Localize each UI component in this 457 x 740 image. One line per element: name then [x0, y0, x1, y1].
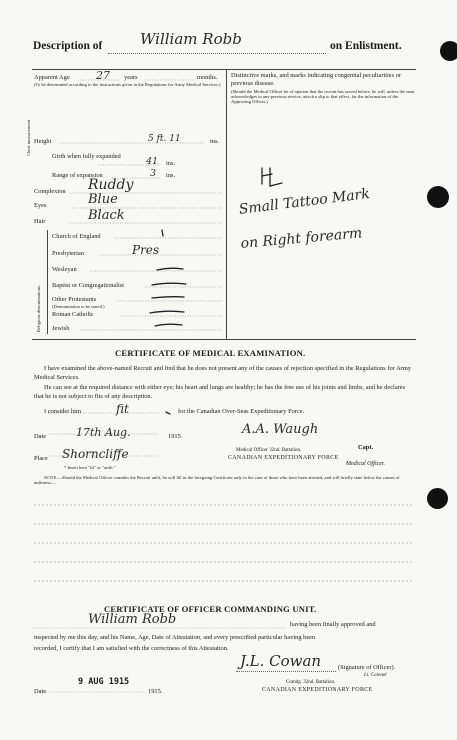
medical-officer-caption: Medical Officer.	[346, 461, 385, 467]
commanding-text1: having been finally approved and	[290, 621, 376, 628]
religion-other-protestants: Other Protestants	[52, 296, 97, 303]
marks-value-line2: on Right forearm	[240, 225, 363, 252]
medical-place-value: Shorncliffe	[62, 447, 129, 461]
commanding-year: 1915.	[148, 688, 163, 695]
medical-note: NOTE.—Should the Medical Officer consider the Recruit unfit, he will fill in the foregoing Certificate only in the case of those who have been attested, and will briefly state below the causes of unfitness:—	[34, 475, 400, 485]
medical-officer-title1: Medical Officer 32nd. Battalion.	[236, 448, 302, 453]
commanding-text3: recorded, I certify that I am satisfied with the correctness of this Attestation.	[34, 645, 229, 652]
religion-wesleyan: Wesleyan	[52, 266, 77, 273]
consider-value: fit	[116, 402, 129, 416]
consider-label: I consider him	[44, 408, 81, 415]
consider-suffix: for the Canadian Over-Seas Expeditionary Force.	[178, 408, 305, 415]
religion-church-of-england: Church of England	[52, 233, 101, 240]
range-unit: ins.	[166, 172, 176, 179]
girth-value: 41	[146, 156, 159, 167]
commanding-name-value: William Robb	[88, 612, 177, 627]
medical-para2: He can see at the required distance with either eye; his heart and lungs are healthy; he has the free use of his joints and limbs, and he declares that he is not subject to fits of any description.	[34, 384, 406, 400]
apparent-age-years-value: 27	[96, 69, 110, 82]
religion-roman-catholic: Roman Catholic	[52, 311, 94, 318]
apparent-age-months-label: months.	[197, 74, 218, 81]
medical-certificate-title: CERTIFICATE OF MEDICAL EXAMINATION.	[115, 348, 306, 358]
commanding-text2: inspected by me this day, and his Name, Age, Date of Attestation, and every prescribed particular having been	[34, 634, 316, 641]
medical-place-label: Place	[34, 455, 48, 462]
apparent-age-label: Apparent Age	[34, 74, 70, 81]
religion-baptist: Baptist or Congregationalist	[52, 282, 125, 289]
commanding-signature-line	[236, 671, 336, 672]
eyes-value: Blue	[88, 192, 118, 207]
height-value: 5 ft. 11	[148, 134, 181, 144]
religion-jewish: Jewish	[52, 325, 70, 332]
commanding-stamp-rank: Lt. Colonel	[364, 673, 387, 678]
medical-date-value: 17th Aug.	[76, 426, 131, 439]
header-name: William Robb	[140, 30, 242, 48]
marks-note: (Should the Medical Officer be of opinion that the recruit has served before, he will, unless the man acknowledges to any previous service, attach a slip to that effect, for the information of the Approving Officer.)	[231, 89, 415, 104]
height-unit: ins.	[210, 138, 220, 145]
height-label: Height	[34, 138, 52, 145]
range-label: Range of expansion	[52, 172, 103, 179]
complexion-label: Complexion	[34, 188, 66, 195]
commanding-certificate-title: CERTIFICATE OF OFFICER COMMANDING UNIT.	[104, 604, 317, 614]
religion-group-label: Religious denominations.	[36, 285, 41, 332]
religion-presbyterian: Presbyterian	[52, 250, 84, 257]
medical-date-label: Date	[34, 433, 47, 440]
eyes-label: Eyes	[34, 202, 47, 209]
range-value: 3	[150, 168, 157, 179]
medical-officer-stamp-suffix: Capt.	[358, 444, 374, 451]
medical-year: 1915	[168, 433, 181, 440]
girth-unit: ins.	[166, 160, 176, 167]
commanding-stamp-line1: Comdg. 32nd. Battalion.	[286, 680, 336, 685]
header-on-enlistment: on Enlistment.	[330, 40, 402, 52]
hair-value: Black	[88, 208, 125, 223]
religion-denomination-note: (Denomination to be stated.)	[52, 304, 105, 309]
religion-presbyterian-value: Pres	[132, 243, 160, 257]
hair-label: Hair	[34, 218, 46, 225]
apparent-age-years-label: years	[124, 74, 138, 81]
commanding-date-label: Date	[34, 688, 47, 695]
apparent-age-note: (To be determined according to the instructions given in the Regulations for Army Medical Services.)	[34, 82, 221, 87]
medical-officer-signature: A.A. Waugh	[242, 422, 319, 437]
commanding-date-stamp: 9 AUG 1915	[78, 677, 130, 687]
commanding-stamp-line2: CANADIAN EXPEDITIONARY FORCE	[262, 687, 373, 693]
marks-heading: Distinctive marks, and marks indicating congenital peculiarities or previous disease.	[231, 72, 402, 87]
medical-para1: I have examined the above-named Recruit and find that he does not present any of the causes of rejection specified in the Regulations for Army Medical Services.	[34, 365, 411, 381]
girth-label: Girth when fully expanded	[52, 153, 121, 160]
commanding-signature: J.L. Cowan	[240, 652, 322, 670]
medical-officer-title2: CANADIAN EXPEDITIONARY FORCE	[228, 455, 339, 461]
commanding-signature-caption: (Signature of Officer).	[338, 664, 396, 671]
complexion-value: Ruddy	[88, 177, 134, 193]
header-description-of: Description of	[33, 40, 103, 52]
medical-insert-note: * Insert here "fit" or "unfit."	[64, 465, 116, 470]
chest-group-label: Chest measurement	[26, 119, 31, 156]
marks-value-line1: Small Tattoo Mark	[238, 185, 371, 218]
